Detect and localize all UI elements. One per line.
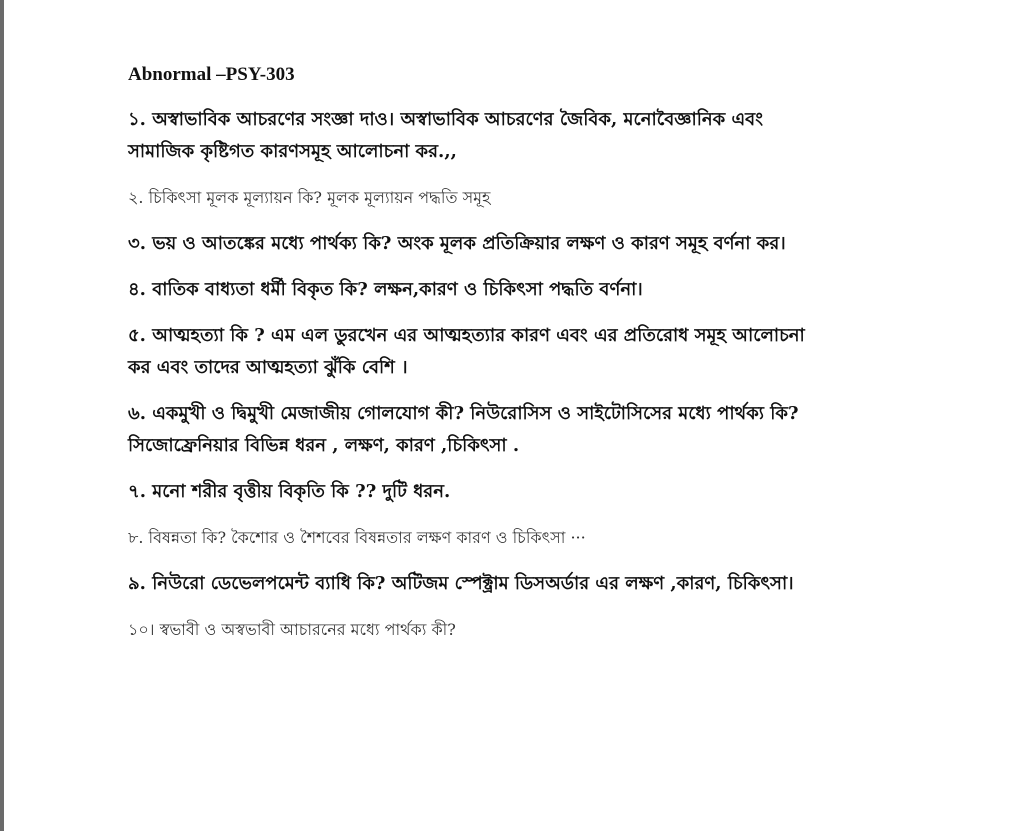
question-2 — [128, 182, 948, 214]
question-5 — [128, 320, 948, 384]
question-1-line-1: ১. অস্বাভাবিক আচরণের সংজ্ঞা দাও। অস্বাভাবিক আচরণের জৈবিক, মনোবৈজ্ঞানিক এবং — [128, 109, 763, 130]
question-5-line-2: কর এবং তাদের আত্মহত্যা ঝুঁকি বেশি । — [128, 357, 408, 378]
page-left-border — [0, 0, 4, 831]
question-1 — [128, 104, 948, 168]
question-3 — [128, 228, 948, 260]
question-6-line-1: ৬. একমুখী ও দ্বিমুখী মেজাজীয় গোলযোগ কী? নিউরোসিস ও সাইটোসিসের মধ্যে পার্থক্য কি? — [128, 403, 799, 424]
question-1-line-2: সামাজিক কৃষ্টিগত কারণসমূহ আলোচনা কর.,, — [128, 141, 457, 162]
question-6-line-2: সিজোফ্রেনিয়ার বিভিন্ন ধরন , লক্ষণ, কারণ ,চিকিৎসা . — [128, 435, 520, 456]
question-6 — [128, 398, 948, 462]
document-page — [128, 64, 948, 646]
question-4 — [128, 274, 948, 306]
question-8 — [128, 522, 948, 554]
document-title: Abnormal –PSY-303 — [128, 64, 295, 85]
question-10-line-1: ১০। স্বভাবী ও অস্বভাবী আচারনের মধ্যে পার্থক্য কী? — [128, 620, 456, 639]
question-8-line-1: ৮. বিষন্নতা কি? কৈশোর ও শৈশবের বিষন্নতার লক্ষণ কারণ ও চিকিৎসা ··· — [128, 528, 586, 547]
question-3-line-1: ৩. ভয় ও আতঙ্কের মধ্যে পার্থক্য কি? অংক মূলক প্রতিক্রিয়ার লক্ষণ ও কারণ সমূহ বর্ণনা কর। — [128, 233, 786, 254]
question-7 — [128, 476, 948, 508]
question-9 — [128, 568, 948, 600]
question-10 — [128, 614, 948, 646]
question-5-line-1: ৫. আত্মহত্যা কি ? এম এল ডুরখেন এর আত্মহত্যার কারণ এবং এর প্রতিরোধ সমূহ আলোচনা — [128, 325, 805, 346]
question-7-line-1: ৭. মনো শরীর বৃত্তীয় বিকৃতি কি ?? দুটি ধরন. — [128, 481, 451, 502]
question-2-line-1: ২. চিকিৎসা মূলক মূল্যায়ন কি? মূলক মূল্যায়ন পদ্ধতি সমূহ — [128, 188, 491, 207]
question-4-line-1: ৪. বাতিক বাধ্যতা ধর্মী বিকৃত কি? লক্ষন,কারণ ও চিকিৎসা পদ্ধতি বর্ণনা। — [128, 279, 643, 300]
question-9-line-1: ৯. নিউরো ডেভেলপমেন্ট ব্যাধি কি? অটিজম স্পেক্ট্রাম ডিসঅর্ডার এর লক্ষণ ,কারণ, চিকিৎসা। — [128, 573, 794, 594]
